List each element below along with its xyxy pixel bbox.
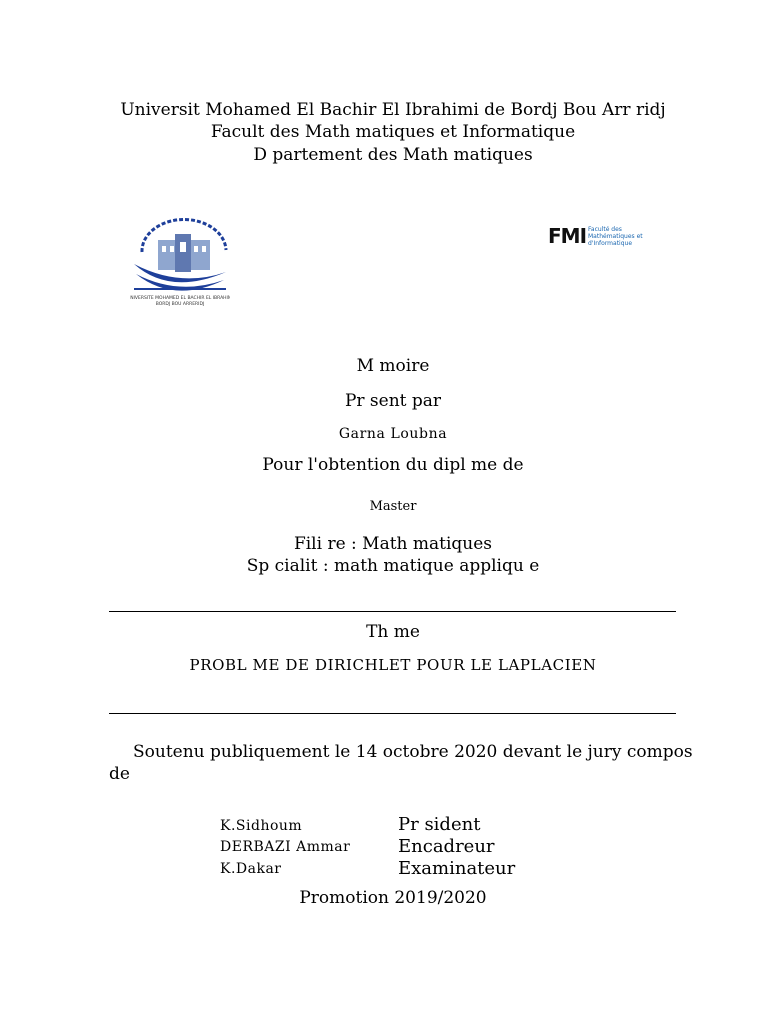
- faculty-logo: [548, 224, 644, 248]
- university-name: Universit Mohamed El Bachir El Ibrahimi de Bordj Bou Arr ridj: [120, 100, 666, 120]
- fmi-mark: FMI: [548, 224, 587, 248]
- fmi-text-2: Mathématiques et: [588, 233, 643, 240]
- jury-role-1: Pr sident: [398, 814, 481, 835]
- jury-role-2: Encadreur: [398, 836, 495, 857]
- top-divider: [109, 611, 676, 612]
- jury-name-3: K.Dakar: [220, 861, 282, 877]
- bottom-divider: [109, 713, 676, 714]
- degree-name: Master: [369, 499, 417, 514]
- theme-label: Th me: [366, 622, 420, 642]
- jury-name-2: DERBAZI Ammar: [220, 839, 351, 855]
- memoire-label: M moire: [356, 356, 430, 376]
- author-name: Garna Loubna: [338, 426, 448, 442]
- specialite: Sp cialit : math matique appliqu e: [246, 556, 540, 576]
- fmi-text-3: d'Informatique: [588, 240, 633, 247]
- jury-role-3: Examinateur: [398, 858, 516, 879]
- fmi-text-1: Faculté des: [588, 226, 622, 233]
- filiere: Fili re : Math matiques: [293, 534, 493, 554]
- promotion: Promotion 2019/2020: [299, 888, 487, 908]
- jury-name-1: K.Sidhoum: [220, 818, 303, 834]
- university-logo: [130, 212, 230, 312]
- faculty-name: Facult des Math matiques et Informatique: [210, 122, 576, 142]
- obtention-text: Pour l'obtention du dipl me de: [262, 455, 524, 475]
- department-name: D partement des Math matiques: [253, 145, 533, 165]
- thesis-title: PROBL ME DE DIRICHLET POUR LE LAPLACIEN: [189, 656, 597, 674]
- defense-line-2: de: [109, 764, 130, 784]
- university-logo-caption-1: UNIVERSITE MOHAMED EL BACHIR EL IBRAHIMI: [130, 296, 230, 301]
- defense-line-1: Soutenu publiquement le 14 octobre 2020 devant le jury compos: [133, 742, 693, 762]
- presented-by: Pr sent par: [344, 391, 442, 411]
- university-logo-caption-2: BORDJ BOU ARRERIDJ: [155, 302, 205, 307]
